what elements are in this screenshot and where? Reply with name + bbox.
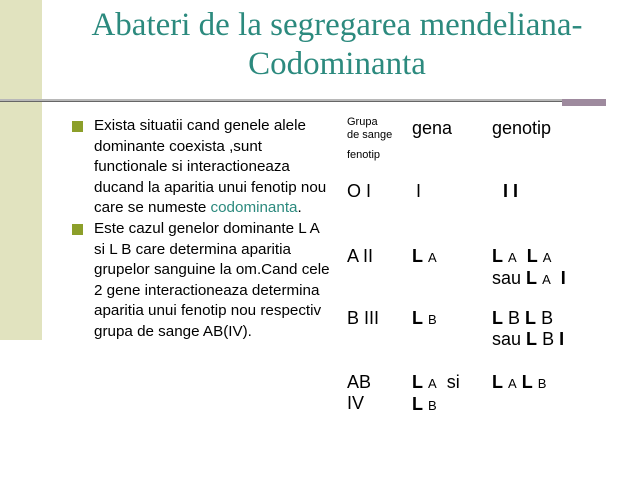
row-ab-genotip: L A L B <box>492 372 547 392</box>
bullet-list <box>72 116 334 343</box>
row-o-genotip: I I <box>503 181 519 201</box>
row-ab-grupa: AB IV <box>347 372 372 413</box>
row-b-genotip: L B L B sau L B I <box>492 308 565 349</box>
row-a-gena: L A <box>412 246 437 266</box>
blood-group-table <box>345 0 638 478</box>
row-b-gena: L B <box>412 308 437 328</box>
row-a-grupa: A II <box>347 246 374 266</box>
square-bullet-icon <box>72 224 83 235</box>
row-ab-gena: L A si L B <box>412 372 460 414</box>
header-fenotip-line2: de sange <box>347 129 393 141</box>
square-bullet-icon <box>72 121 83 132</box>
row-o-gena: I <box>416 181 422 201</box>
bullet-text: Este cazul genelor dominante L A si L B care determina aparitia grupelor sanguine la om.Cand cele 2 gene interactioneaza determina aparitia unui fenotip nou respectiv grupa de sange AB(IV). <box>94 219 330 340</box>
header-genotip: genotip <box>492 118 552 138</box>
codominance-term: codominanta <box>210 199 298 217</box>
bullet-item-codominance <box>72 116 334 219</box>
header-fenotip-line3: fenotip <box>347 149 381 161</box>
bullet-item-blood-groups <box>72 219 334 343</box>
bullet-text: Exista situatii cand genele alele dominante coexista ,sunt functionale si interactioneaza ducand la aparitia unui fenotip nou care se numeste <box>94 117 327 217</box>
row-a-genotip: L A L A sau L A I <box>492 246 566 288</box>
title-line-1: Abateri de la segregarea mendeliana- <box>91 7 583 43</box>
bullet-end: . <box>297 199 302 217</box>
header-gena: gena <box>412 118 453 138</box>
header-fenotip-line1: Grupa <box>347 116 378 128</box>
decorative-side-bar <box>0 0 42 340</box>
header-fenotip <box>347 116 392 162</box>
row-b-grupa: B III <box>347 308 380 328</box>
title-line-2: Codominanta <box>248 46 426 82</box>
row-o-grupa: O I <box>347 181 372 201</box>
